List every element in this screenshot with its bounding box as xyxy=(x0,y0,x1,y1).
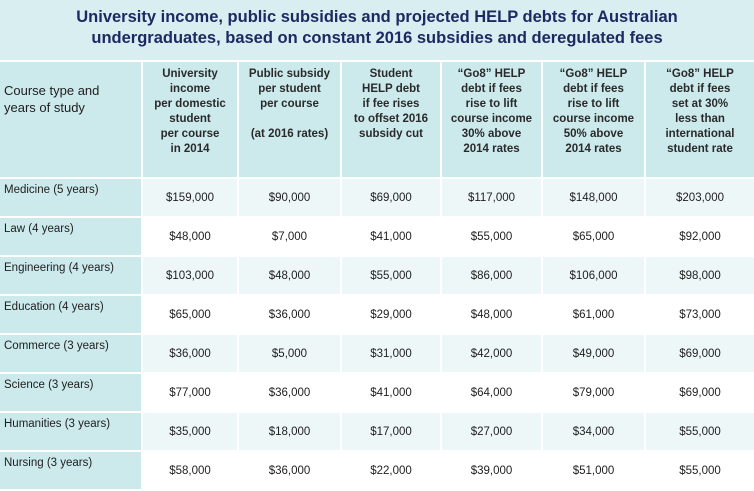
header-line: in 2014 xyxy=(170,143,210,155)
header-column-3 xyxy=(342,60,442,179)
table-row xyxy=(0,257,754,296)
header-line: 2014 rates xyxy=(463,143,520,155)
header-line: 30% above xyxy=(461,128,522,140)
title-line1-suffix: debts for Australian xyxy=(517,8,678,26)
row-course-label: Engineering (4 years) xyxy=(0,257,143,296)
header-line: less than xyxy=(675,113,725,125)
header-line: course income xyxy=(552,113,635,125)
table-row xyxy=(0,218,754,257)
table-cell: $48,000 xyxy=(143,218,239,257)
header-line: income xyxy=(169,83,211,95)
header-line: rise to lift xyxy=(465,98,518,110)
table-row xyxy=(0,335,754,374)
table-row xyxy=(0,179,754,218)
header-line: set at 30% xyxy=(671,98,729,110)
table-cell: $42,000 xyxy=(442,335,543,374)
header-line: per course xyxy=(160,128,220,140)
table-cell: $79,000 xyxy=(543,374,646,413)
header-column-6 xyxy=(646,60,754,179)
table-cell: $36,000 xyxy=(239,374,342,413)
table-cell: $36,000 xyxy=(239,452,342,491)
row-course-label: Commerce (3 years) xyxy=(0,335,143,374)
header-line: (at 2016 rates) xyxy=(250,128,329,140)
header-line: 50% above xyxy=(563,128,624,140)
title-line1-bold: HELP xyxy=(474,8,518,26)
header-line: 2014 rates xyxy=(565,143,622,155)
table-cell: $90,000 xyxy=(239,179,342,218)
table-cell: $5,000 xyxy=(239,335,342,374)
header-line: rise to lift xyxy=(567,98,620,110)
header-line: “Go8” HELP xyxy=(457,68,526,80)
table-cell: $29,000 xyxy=(342,296,442,335)
row-course-label: Science (3 years) xyxy=(0,374,143,413)
table-row xyxy=(0,374,754,413)
row-course-label: Humanities (3 years) xyxy=(0,413,143,452)
table-cell: $17,000 xyxy=(342,413,442,452)
header-column-2 xyxy=(239,60,342,179)
table-cell: $69,000 xyxy=(646,335,754,374)
table-cell: $22,000 xyxy=(342,452,442,491)
header-line: years of study xyxy=(4,100,85,115)
table-cell: $27,000 xyxy=(442,413,543,452)
table-cell: $69,000 xyxy=(646,374,754,413)
table-cell: $7,000 xyxy=(239,218,342,257)
header-line: if fee rises xyxy=(362,98,420,110)
table-cell: $65,000 xyxy=(543,218,646,257)
page-title xyxy=(0,0,754,60)
table-row xyxy=(0,296,754,335)
table-cell: $77,000 xyxy=(143,374,239,413)
table-cell: $73,000 xyxy=(646,296,754,335)
header-line: per student xyxy=(258,83,321,95)
header-course-type xyxy=(0,60,143,179)
table-cell: $65,000 xyxy=(143,296,239,335)
table-cell: $98,000 xyxy=(646,257,754,296)
row-course-label: Nursing (3 years) xyxy=(0,452,143,491)
table-cell: $55,000 xyxy=(646,413,754,452)
table-cell: $117,000 xyxy=(442,179,543,218)
header-column-4 xyxy=(442,60,543,179)
table-cell: $92,000 xyxy=(646,218,754,257)
header-line: subsidy cut xyxy=(359,128,423,140)
header-line: Public subsidy xyxy=(248,68,331,80)
row-course-label: Law (4 years) xyxy=(0,218,143,257)
header-column-1 xyxy=(143,60,239,179)
header-line: student xyxy=(169,113,211,125)
table-cell: $39,000 xyxy=(442,452,543,491)
table-cell: $51,000 xyxy=(543,452,646,491)
header-line: “Go8” HELP xyxy=(559,68,628,80)
header-line: debt if fees xyxy=(563,83,624,95)
table-row xyxy=(0,452,754,491)
table-cell: $35,000 xyxy=(143,413,239,452)
table-cell: $103,000 xyxy=(143,257,239,296)
table-cell: $41,000 xyxy=(342,218,442,257)
header-line: student rate xyxy=(667,143,733,155)
table-cell: $55,000 xyxy=(646,452,754,491)
header-line: Course type and xyxy=(4,83,100,98)
table-cell: $64,000 xyxy=(442,374,543,413)
header-line: international xyxy=(665,128,735,140)
table-body xyxy=(0,179,754,491)
table-cell: $34,000 xyxy=(543,413,646,452)
table-cell: $148,000 xyxy=(543,179,646,218)
table-cell: $48,000 xyxy=(442,296,543,335)
header-line: “Go8” HELP xyxy=(666,68,734,80)
table-cell: $69,000 xyxy=(342,179,442,218)
title-line2: undergraduates, based on constant 2016 subsidies and deregulated fees xyxy=(91,29,663,47)
table-cell: $55,000 xyxy=(342,257,442,296)
header-line: per domestic xyxy=(154,98,226,110)
header-line: per course xyxy=(260,98,319,110)
data-table xyxy=(0,60,754,491)
header-line xyxy=(239,112,340,127)
header-column-5 xyxy=(543,60,646,179)
row-course-label: Education (4 years) xyxy=(0,296,143,335)
table-cell: $49,000 xyxy=(543,335,646,374)
table-cell: $48,000 xyxy=(239,257,342,296)
table-cell: $31,000 xyxy=(342,335,442,374)
table-cell: $61,000 xyxy=(543,296,646,335)
title-line1-prefix: University income, public subsidies and projected xyxy=(76,8,475,26)
table-cell: $18,000 xyxy=(239,413,342,452)
header-line: Student xyxy=(369,68,413,80)
header-line: debt if fees xyxy=(669,83,731,95)
table-cell: $106,000 xyxy=(543,257,646,296)
table-cell: $203,000 xyxy=(646,179,754,218)
table-cell: $36,000 xyxy=(143,335,239,374)
header-line: debt if fees xyxy=(461,83,522,95)
header-line: to offset 2016 xyxy=(353,113,429,125)
table-cell: $86,000 xyxy=(442,257,543,296)
header-row xyxy=(0,60,754,179)
table-cell: $159,000 xyxy=(143,179,239,218)
table-cell: $41,000 xyxy=(342,374,442,413)
header-line: course income xyxy=(450,113,533,125)
table-cell: $55,000 xyxy=(442,218,543,257)
header-line: HELP debt xyxy=(362,83,420,95)
header-line: University xyxy=(162,68,218,80)
table-cell: $36,000 xyxy=(239,296,342,335)
row-course-label: Medicine (5 years) xyxy=(0,179,143,218)
table-cell: $58,000 xyxy=(143,452,239,491)
